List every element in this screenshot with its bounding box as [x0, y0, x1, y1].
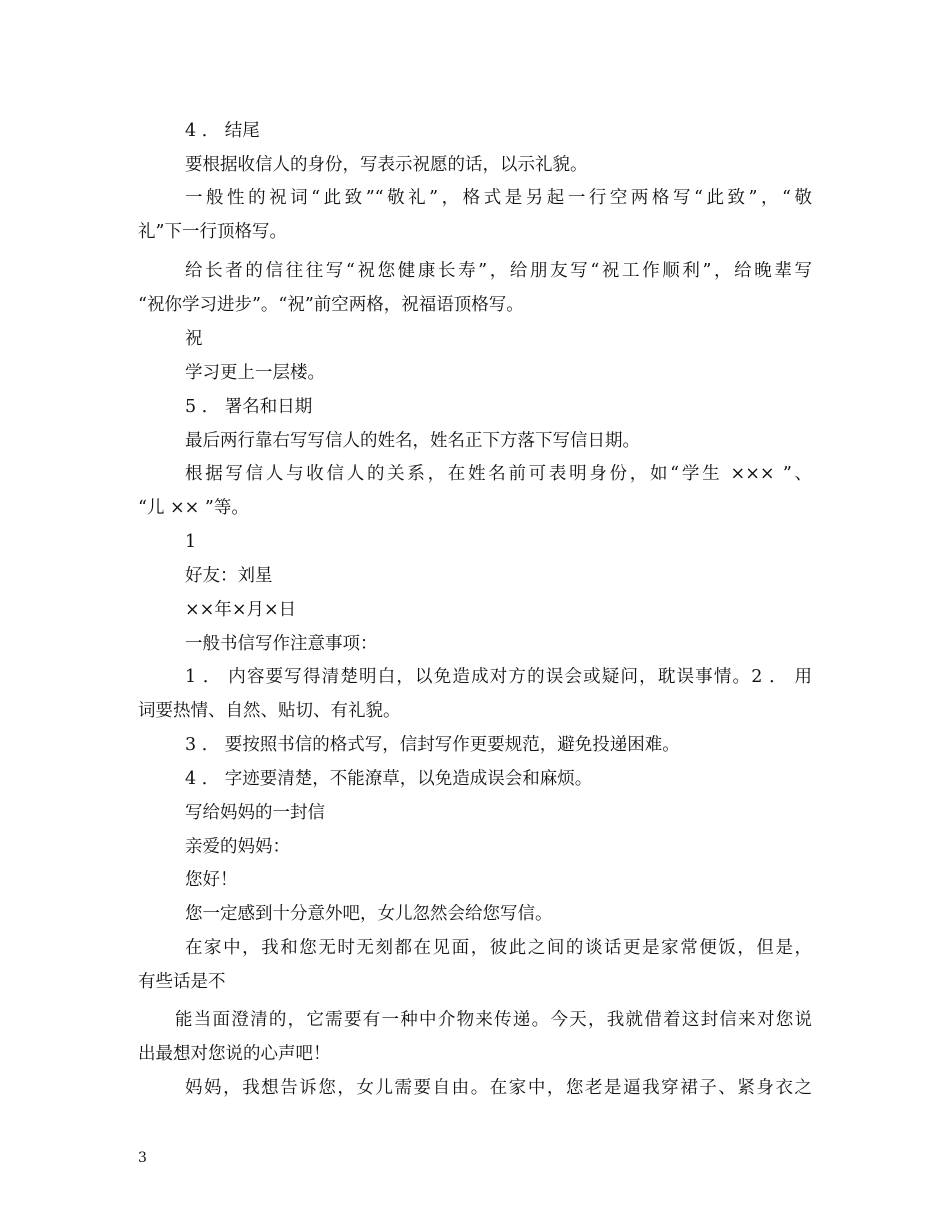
- paragraph: 您一定感到十分意外吧，女儿忽然会给您写信。: [185, 904, 553, 924]
- paragraph: 出最想对您说的心声吧！: [138, 1044, 331, 1064]
- paragraph: 给长者的信往往写“祝您健康长寿”，给朋友写“祝工作顺利”，给晚辈写: [185, 261, 812, 281]
- paragraph: 1: [185, 532, 197, 552]
- greeting: 您好！: [185, 870, 238, 890]
- paragraph: 有些话是不: [138, 972, 226, 992]
- paragraph: 1 ． 内容要写得清楚明白，以免造成对方的误会或疑问，耽误事情。2 ． 用: [185, 667, 812, 687]
- paragraph: 4 ． 字迹要清楚，不能潦草，以免造成误会和麻烦。: [185, 769, 593, 789]
- paragraph: 根据写信人与收信人的关系，在姓名前可表明身份，如“学生 ××× ”、: [185, 464, 812, 484]
- paragraph: 好友：刘星: [185, 566, 273, 586]
- paragraph: 学习更上一层楼。: [185, 363, 325, 383]
- salutation: 亲爱的妈妈：: [185, 837, 290, 857]
- paragraph: “祝你学习进步”。“祝”前空两格，祝福语顶格写。: [138, 295, 524, 315]
- paragraph: 一般书信写作注意事项：: [185, 634, 378, 654]
- paragraph: 在家中，我和您无时无刻都在见面，彼此之间的谈话更是家常便饭，但是，: [185, 938, 812, 958]
- letter-title: 写给妈妈的一封信: [185, 803, 325, 823]
- paragraph: 要根据收信人的身份，写表示祝愿的话，以示礼貌。: [185, 155, 588, 175]
- paragraph: 一般性的祝词“此致”“敬礼”，格式是另起一行空两格写“此致”，“敬: [185, 188, 812, 208]
- paragraph: 词要热情、自然、贴切、有礼貌。: [138, 701, 401, 721]
- section-heading: 5 ． 署名和日期: [185, 397, 313, 417]
- page-number: 3: [138, 1150, 147, 1166]
- paragraph: 祝: [185, 329, 203, 349]
- paragraph: ××年×月×日: [185, 600, 297, 620]
- paragraph: 礼”下一行顶格写。: [138, 222, 287, 242]
- paragraph: 妈妈，我想告诉您，女儿需要自由。在家中，您老是逼我穿裙子、紧身衣之: [185, 1078, 812, 1098]
- paragraph: “儿 ×× ”等。: [138, 498, 249, 518]
- paragraph: 最后两行靠右写写信人的姓名，姓名正下方落下写信日期。: [185, 431, 640, 451]
- paragraph: 3 ． 要按照书信的格式写，信封写作更要规范，避免投递困难。: [185, 735, 680, 755]
- paragraph: 能当面澄清的，它需要有一种中介物来传递。今天，我就借着这封信来对您说: [175, 1010, 812, 1030]
- section-heading: 4 ． 结尾: [185, 121, 260, 141]
